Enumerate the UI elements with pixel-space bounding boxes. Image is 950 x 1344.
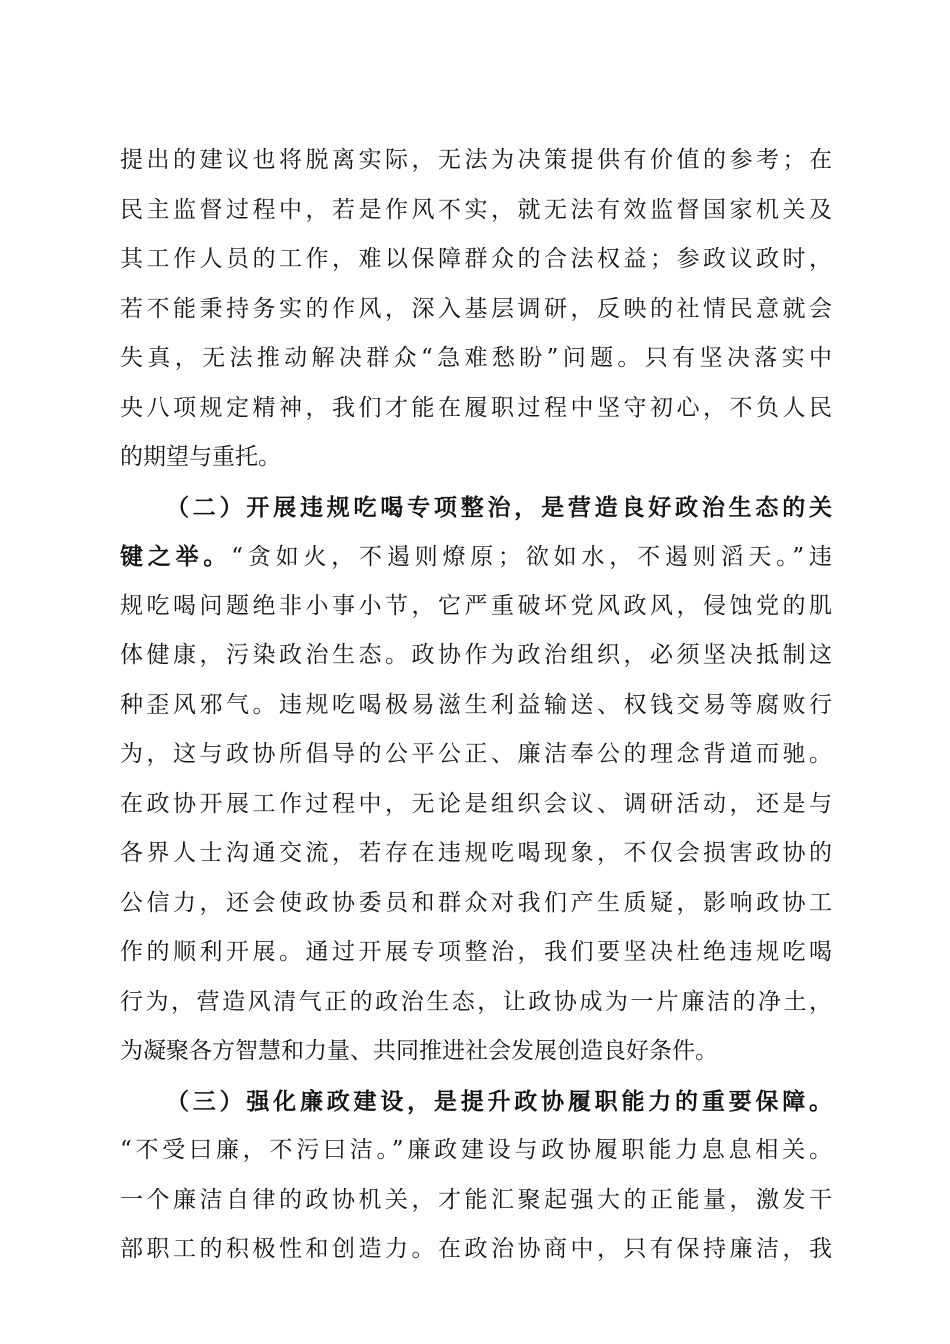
text-line: 一个廉洁自律的政协机关，才能汇聚起强大的正能量，激发干	[120, 1186, 832, 1213]
text-line: 公信力，还会使政协委员和群众对我们产生质疑，影响政协工	[120, 889, 832, 916]
text-line: “不受曰廉，不污曰洁。”廉政建设与政协履职能力息息相关。	[120, 1137, 832, 1163]
text-line: 失真，无法推动解决群众“急难愁盼”问题。只有坚决落实中	[120, 345, 832, 371]
document-body	[120, 136, 832, 1275]
text-line: 行为，营造风清气正的政治生态，让政协成为一片廉洁的净土，	[120, 988, 832, 1015]
heading-text: （三）强化廉政建设，是提升政协履职能力的重要保障。	[166, 1087, 832, 1115]
text-line: 作的顺利开展。通过开展专项整治，我们要坚决杜绝违规吃喝	[120, 939, 832, 965]
text-line: 的期望与重托。	[120, 444, 281, 470]
text-line: 体健康，污染政治生态。政协作为政治组织，必须坚决抵制这	[120, 642, 832, 668]
text-line	[120, 532, 832, 582]
section-heading-2	[120, 483, 832, 533]
text-line: 民主监督过程中，若是作风不实，就无法有效监督国家机关及	[120, 196, 832, 223]
text-line: 若不能秉持务实的作风，深入基层调研，反映的社情民意就会	[120, 295, 832, 322]
text-line: 部职工的积极性和创造力。在政治协商中，只有保持廉洁，我	[120, 1236, 832, 1262]
text-line: 央八项规定精神，我们才能在履职过程中坚守初心，不负人民	[120, 394, 832, 421]
section-heading-3	[120, 1077, 832, 1127]
text-line: 规吃喝问题绝非小事小节，它严重破坏党风政风，侵蚀党的肌	[120, 592, 832, 619]
text-line: 提出的建议也将脱离实际，无法为决策提供有价值的参考；在	[120, 147, 832, 173]
text-line: 其工作人员的工作，难以保障群众的合法权益；参政议政时，	[120, 246, 832, 272]
text-line: 为，这与政协所倡导的公平公正、廉洁奉公的理念背道而驰。	[120, 741, 832, 767]
text-line: 种歪风邪气。违规吃喝极易滋生利益输送、权钱交易等腐败行	[120, 691, 832, 718]
heading-text: 键之举。	[120, 543, 232, 570]
text-line: 各界人士沟通交流，若存在违规吃喝现象，不仅会损害政协的	[120, 840, 832, 866]
heading-text: （二）开展违规吃喝专项整治，是营造良好政治生态的关	[166, 493, 832, 521]
text-line: 为凝聚各方智慧和力量、共同推进社会发展创造良好条件。	[120, 1038, 718, 1064]
quote-text: “贪如火，不遏则燎原；欲如水，不遏则滔天。”违	[231, 544, 832, 570]
text-line: 在政协开展工作过程中，无论是组织会议、调研活动，还是与	[120, 790, 832, 817]
